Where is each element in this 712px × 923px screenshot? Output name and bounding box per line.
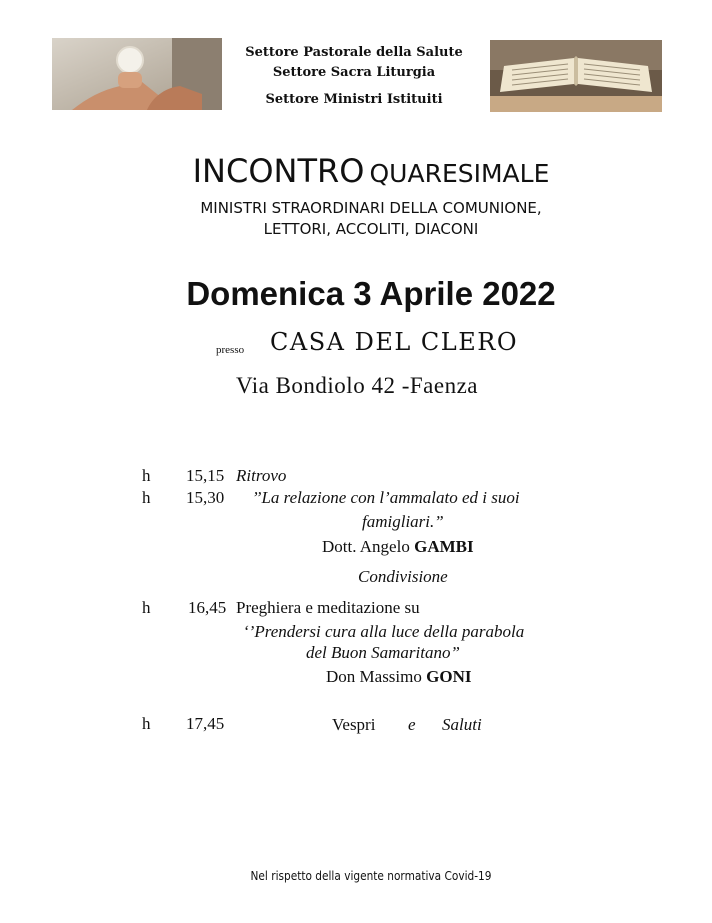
venue-address: Via Bondiolo 42 -Faenza: [236, 373, 478, 398]
speaker-3-name: GONI: [426, 667, 472, 686]
schedule-time-2: 15,30: [186, 488, 225, 507]
schedule-text-4c: Saluti: [442, 715, 482, 734]
header-line-3: Settore Ministri Istituiti: [265, 92, 443, 107]
schedule-time-1: 15,15: [186, 466, 225, 485]
schedule-text-3c: del Buon Samaritano”: [306, 643, 460, 662]
bible-photo: [490, 40, 662, 112]
host-raised-hands-photo-icon: [52, 38, 222, 110]
presso-label: presso: [216, 344, 245, 356]
speaker-2-name: GAMBI: [414, 537, 474, 556]
title-secondary: QUARESIMALE: [369, 159, 550, 188]
speaker-3-prefix: Don Massimo: [326, 667, 422, 686]
speaker-3: [326, 667, 471, 687]
covid-footer: Nel rispetto della vigente normativa Covid-19: [250, 869, 492, 883]
schedule-h-3: h: [142, 598, 151, 617]
header-line-2: Settore Sacra Liturgia: [272, 65, 436, 80]
venue-name: CASA DEL CLERO: [270, 328, 518, 356]
host-photo: [52, 38, 222, 110]
speaker-2-prefix: Dott. Angelo: [322, 537, 410, 556]
schedule-h-4: h: [142, 714, 151, 733]
schedule-text-3b: ‘’Prendersi cura alla luce della parabola: [243, 622, 525, 641]
page-title: [0, 152, 712, 190]
subtitle-line-1: MINISTRI STRAORDINARI DELLA COMUNIONE,: [200, 199, 542, 217]
title-main: INCONTRO: [192, 152, 365, 190]
schedule-time-4: 17,45: [186, 714, 225, 733]
subtitle-line-2: LETTORI, ACCOLITI, DIACONI: [263, 220, 479, 238]
header-line-1: Settore Pastorale della Salute: [245, 45, 463, 60]
schedule-text-3a: Preghiera e meditazione su: [236, 598, 420, 617]
schedule-text-4b: e: [408, 715, 416, 734]
speaker-2: [322, 537, 474, 557]
condivisione-note: Condivisione: [358, 567, 448, 586]
schedule-h-2: h: [142, 488, 151, 507]
schedule-text-1: Ritrovo: [236, 466, 287, 485]
schedule-time-3: 16,45: [188, 598, 227, 617]
schedule-h-1: h: [142, 466, 151, 485]
open-bible-photo-icon: [490, 40, 662, 112]
schedule-text-4a: Vespri: [332, 715, 376, 734]
schedule-text-2a: ’’La relazione con l’ammalato ed i suoi: [252, 488, 520, 507]
event-date: Domenica 3 Aprile 2022: [186, 275, 556, 312]
schedule-text-2b: famigliari.”: [362, 512, 444, 531]
